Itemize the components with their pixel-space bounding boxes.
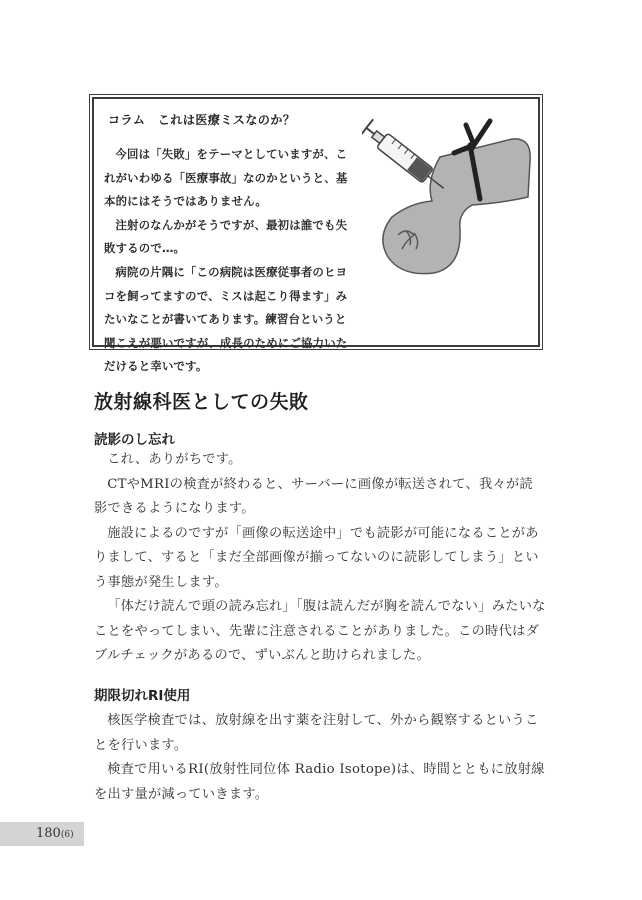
subsection-body xyxy=(94,709,546,807)
body-paragraph: これ、ありがちです。 xyxy=(107,452,242,467)
subsection-heading: 読影のし忘れ xyxy=(94,432,175,448)
column-paragraph: 今回は「失敗」をテーマとしていますが、これがいわゆる「医療事故」なのかというと、基本的にはそうではありません。 xyxy=(104,147,348,209)
body-paragraph: 検査で用いるRI(放射性同位体 Radio Isotope)は、時間とともに放射線を出す量が減っていきます。 xyxy=(94,762,545,802)
page-number xyxy=(36,826,74,841)
body-paragraph: CTやMRIの検査が終わると、サーバーに画像が転送されて、我々が読影できるようになります。 xyxy=(94,476,533,516)
subsection-body xyxy=(94,448,546,669)
page-number-sub: (6) xyxy=(60,830,74,840)
page-number-main: 180 xyxy=(36,826,61,841)
body-paragraph: 核医学検査では、放射線を出す薬を注射して、外から観察するということを行います。 xyxy=(94,713,539,753)
column-paragraph: 注射のなんかがそうですが、最初は誰でも失敗するので…。 xyxy=(104,217,348,256)
subsection-heading: 期限切れRI使用 xyxy=(94,688,191,704)
column-box xyxy=(92,97,540,374)
column-title: コラム これは医療ミスなのか？ xyxy=(108,113,296,127)
body-paragraph: 「体だけ読んで頭の読み忘れ」「腹は読んだが胸を読んでない」みたいなことをやってしまい、先輩に注意されることがありました。この時代はダブルチェックがあるので、ずいぶんと助けられました。 xyxy=(94,599,546,663)
body-paragraph: 施設によるのですが「画像の転送途中」でも読影が可能になることがありまして、すると「まだ全部画像が揃ってないのに読影してしまう」という事態が発生します。 xyxy=(94,525,539,590)
section-title: 放射線科医としての失敗 xyxy=(94,391,309,413)
column-body xyxy=(104,143,354,379)
page-number-tab xyxy=(0,822,84,846)
syringe-arm-illustration xyxy=(362,117,538,277)
column-paragraph: 病院の片隅に「この病院は医療従事者のヒヨコを飼ってますので、ミスは起こり得ます」みたいなことが書いてあります。練習台というと聞こえが悪いですが、成長のためにご協力いただけると幸いです。 xyxy=(104,264,348,374)
